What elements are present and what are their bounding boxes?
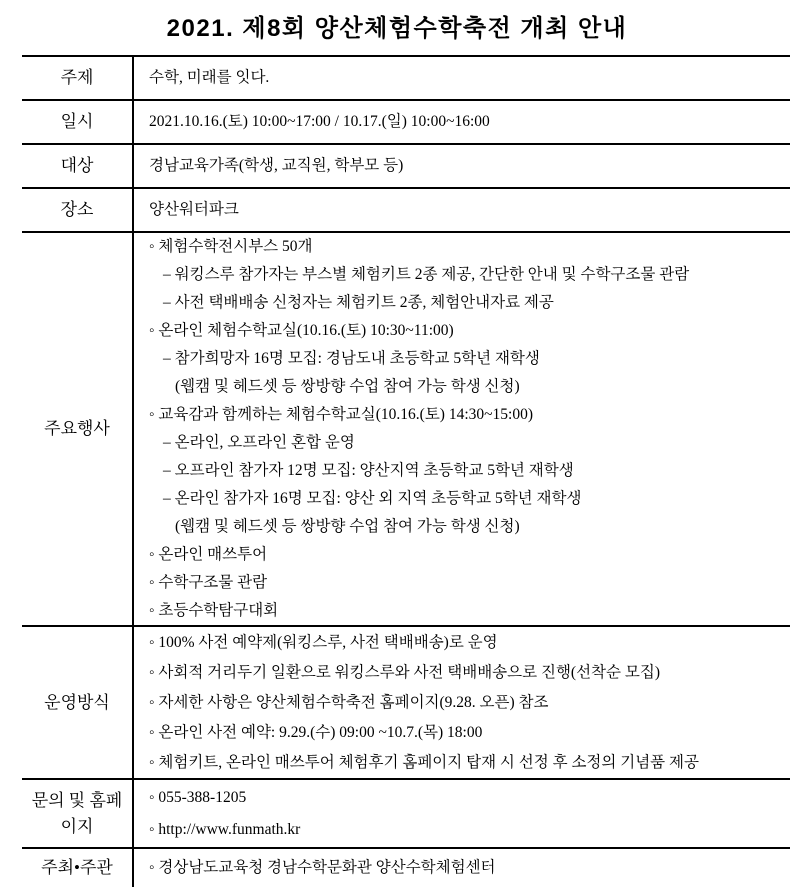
row-label-audience: 대상 xyxy=(22,144,133,188)
content-line: ◦ 온라인 체험수학교실(10.16.(토) 10:30~11:00) xyxy=(149,322,454,339)
table-row-main-events xyxy=(22,232,790,626)
row-label-topic: 주제 xyxy=(22,56,133,100)
content-line: – 온라인 참가자 16명 모집: 양산 외 지역 초등학교 5학년 재학생 xyxy=(163,490,582,507)
content-line: ◦ 100% 사전 예약제(워킹스루, 사전 택배배송)로 운영 xyxy=(149,633,498,651)
row-label-organizer: 주최•주관 xyxy=(22,848,133,887)
table-row-datetime xyxy=(22,100,790,144)
content-line: – 참가희망자 16명 모집: 경남도내 초등학교 5학년 재학생 xyxy=(163,350,540,367)
row-label-datetime: 일시 xyxy=(22,100,133,144)
content-line: ◦ 수학구조물 관람 xyxy=(149,574,268,591)
content-line: ◦ 자세한 사항은 양산체험수학축전 홈페이지(9.28. 오픈) 참조 xyxy=(149,693,549,711)
content-line: – 워킹스루 참가자는 부스별 체험키트 2종 제공, 간단한 안내 및 수학구조물 관람 xyxy=(163,266,690,283)
content-line: ◦ 온라인 사전 예약: 9.29.(수) 09:00 ~10.7.(목) 18:00 xyxy=(149,723,483,741)
content-line: ◦ 온라인 매쓰투어 xyxy=(149,546,268,563)
table-row-contact xyxy=(22,779,790,848)
content-line: ◦ 교육감과 함께하는 체험수학교실(10.16.(토) 14:30~15:00) xyxy=(149,406,533,423)
content-line: ◦ 초등수학탐구대회 xyxy=(149,602,279,619)
row-label-operation: 운영방식 xyxy=(22,626,133,779)
content-line: 수학, 미래를 잇다. xyxy=(149,69,270,86)
page-title: 2021. 제8회 양산체험수학축전 개최 안내 xyxy=(166,15,628,42)
content-line: – 사전 택배배송 신청자는 체험키트 2종, 체험안내자료 제공 xyxy=(163,294,554,311)
content-line: ◦ 경상남도교육청 경남수학문화관 양산수학체험센터 xyxy=(149,859,496,876)
contact-phone: ◦ 055-388-1205 xyxy=(149,788,247,806)
row-label-contact: 문의 및 홈페이지 xyxy=(22,779,133,848)
content-line: ◦ 체험키트, 온라인 매쓰투어 체험후기 홈페이지 탑재 시 선정 후 소정의 기념품 제공 xyxy=(149,753,699,771)
content-line: 경남교육가족(학생, 교직원, 학부모 등) xyxy=(149,157,404,174)
row-label-venue: 장소 xyxy=(22,188,133,232)
content-line: (웹캠 및 헤드셋 등 쌍방향 수업 참여 가능 학생 신청) xyxy=(175,378,520,395)
table-row-audience xyxy=(22,144,790,188)
content-line: ◦ 사회적 거리두기 일환으로 워킹스루와 사전 택배배송으로 진행(선착순 모집) xyxy=(149,663,660,681)
table-row-topic xyxy=(22,56,790,100)
content-line: (웹캠 및 헤드셋 등 쌍방향 수업 참여 가능 학생 신청) xyxy=(175,518,520,535)
content-line: 2021.10.16.(토) 10:00~17:00 / 10.17.(일) 10:00~16:00 xyxy=(149,113,490,130)
row-label-main-events: 주요행사 xyxy=(22,232,133,626)
content-line: – 오프라인 참가자 12명 모집: 양산지역 초등학교 5학년 재학생 xyxy=(163,462,574,479)
table-row-venue xyxy=(22,188,790,232)
announcement-document xyxy=(0,8,794,887)
content-line: ◦ 체험수학전시부스 50개 xyxy=(149,238,313,255)
contact-homepage-url: ◦ http://www.funmath.kr xyxy=(149,820,301,838)
content-line: 양산워터파크 xyxy=(149,201,239,218)
table-row-operation xyxy=(22,626,790,779)
content-line: – 온라인, 오프라인 혼합 운영 xyxy=(163,434,355,451)
announcement-table xyxy=(22,55,790,887)
table-row-organizer xyxy=(22,848,790,887)
